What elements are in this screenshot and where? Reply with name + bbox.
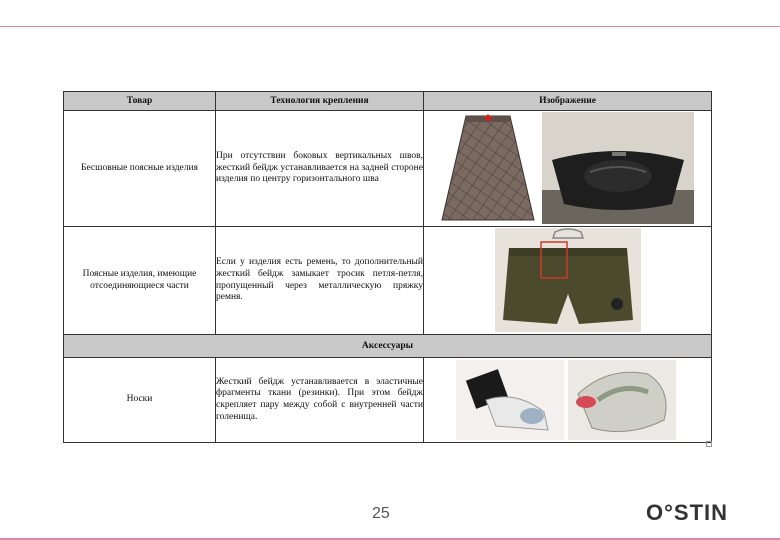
brand-logo: O°STIN [646,500,729,525]
product-cell: Поясные изделия, имеющие отсоединяющиеся части [64,227,216,335]
header-image: Изображение [424,92,712,111]
page-number: 25 [372,505,390,522]
technology-cell: При отсутствии боковых вертикальных швов, жесткий бейдж устанавливается на задней стороне изделия по центру горизонтального шва [216,111,424,227]
technology-cell: Если у изделия есть ремень, то дополнительный жесткий бейдж замыкает тросик петля-петля, пропущенный через металлическую пряжку ремня. [216,227,424,335]
table-row [64,358,712,443]
socks-photo-1 [456,360,564,440]
socks-photo-2 [568,360,676,440]
product-cell: Носки [64,358,216,443]
product-table [63,91,712,443]
image-cell [424,358,712,443]
technology-cell: Жесткий бейдж устанавливается в эластичные фрагменты ткани (резинки). При этом бейдж скрепляет пару между собой с внутренней части голенища. [216,358,424,443]
top-divider-line [0,26,780,27]
image-cell [424,227,712,335]
corner-marker [706,441,712,447]
waistband-photo [542,112,694,224]
product-cell: Бесшовные поясные изделия [64,111,216,227]
skirt-photo [438,112,538,224]
section-row [64,335,712,358]
table-header-row [64,92,712,111]
section-title: Аксессуары [64,335,712,358]
image-cell [424,111,712,227]
table-row [64,227,712,335]
header-product: Товар [64,92,216,111]
table-row [64,111,712,227]
shorts-photo [495,228,641,332]
header-technology: Технология крепления [216,92,424,111]
